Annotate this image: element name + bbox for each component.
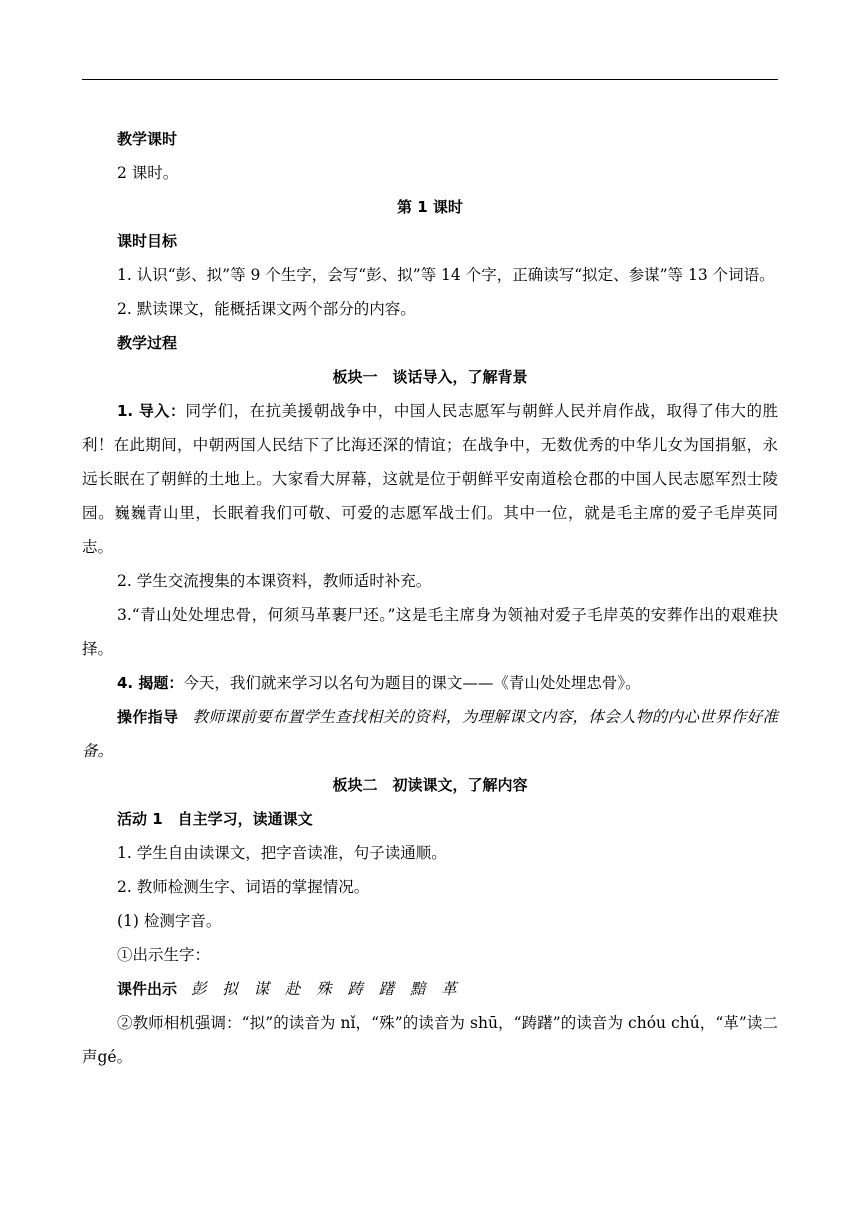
operation-guide <box>82 700 778 768</box>
block-2-item-1: 1. 学生自由读课文，把字音读准，句子读通顺。 <box>117 844 447 862</box>
lesson-title: 第 1 课时 <box>397 198 463 216</box>
courseware-line <box>82 972 778 1006</box>
guide-text: 教师课前要布置学生查找相关的资料，为理解课文内容，体会人物的内心世界作好准备。 <box>82 708 778 760</box>
hours-heading: 教学课时 <box>117 130 178 148</box>
header-rule <box>82 79 778 80</box>
document-content <box>82 122 778 1074</box>
courseware-label: 课件出示 <box>117 980 178 998</box>
block-2-item-2: 2. 教师检测生字、词语的掌握情况。 <box>117 878 370 896</box>
block-1-item-1 <box>82 394 778 564</box>
goal-1: 1. 认识“彭、拟”等 9 个生字，会写“彭、拟”等 14 个字，正确读写“拟定、参谋”等 13 个词语。 <box>117 266 775 284</box>
guide-label: 操作指导 <box>117 708 179 726</box>
courseware-chars: 彭 拟 谋 赴 殊 踌 躇 黯 革 <box>191 980 463 998</box>
activity-1-heading: 活动 1 自主学习，读通课文 <box>117 810 313 828</box>
block-2-title: 板块二 初读课文，了解内容 <box>332 776 528 794</box>
block-1-item-2: 2. 学生交流搜集的本课资料，教师适时补充。 <box>117 572 432 590</box>
show-chars: ①出示生字： <box>117 946 211 964</box>
item-label: 1. 导入： <box>117 402 186 420</box>
goals-heading: 课时目标 <box>117 232 178 250</box>
hours-value: 2 课时。 <box>117 164 179 182</box>
document-page <box>82 0 778 1216</box>
emphasis: ②教师相机强调：“拟”的读音为 nǐ，“殊”的读音为 shū，“踌躇”的读音为 chóu chú，“革”读二声gé。 <box>82 1014 778 1066</box>
block-1-item-3: 3.“青山处处埋忠骨，何须马革裹尸还。”这是毛主席身为领袖对爱子毛岸英的安葬作出的艰难抉择。 <box>82 606 778 658</box>
block-1-title: 板块一 谈话导入，了解背景 <box>332 368 528 386</box>
goal-2: 2. 默读课文，能概括课文两个部分的内容。 <box>117 300 416 318</box>
item-label: 4. 揭题： <box>117 674 184 692</box>
item-text: 同学们，在抗美援朝战争中，中国人民志愿军与朝鲜人民并肩作战，取得了伟大的胜利！在此期间，中朝两国人民结下了比海还深的情谊；在战争中，无数优秀的中华儿女为国捐躯，永远长眠在了朝鲜的土地上。大家看大屏幕，这就是位于朝鲜平安南道桧仓郡的中国人民志愿军烈士陵园。巍巍青山里，长眠着我们可敬、可爱的志愿军战士们。其中一位，就是毛主席的爱子毛岸英同志。 <box>82 402 778 556</box>
process-heading: 教学过程 <box>117 334 178 352</box>
item-text: 今天，我们就来学习以名句为题目的课文——《青山处处埋忠骨》。 <box>183 674 641 692</box>
block-1-item-4 <box>82 666 778 700</box>
sub-item-1: (1) 检测字音。 <box>117 912 222 930</box>
